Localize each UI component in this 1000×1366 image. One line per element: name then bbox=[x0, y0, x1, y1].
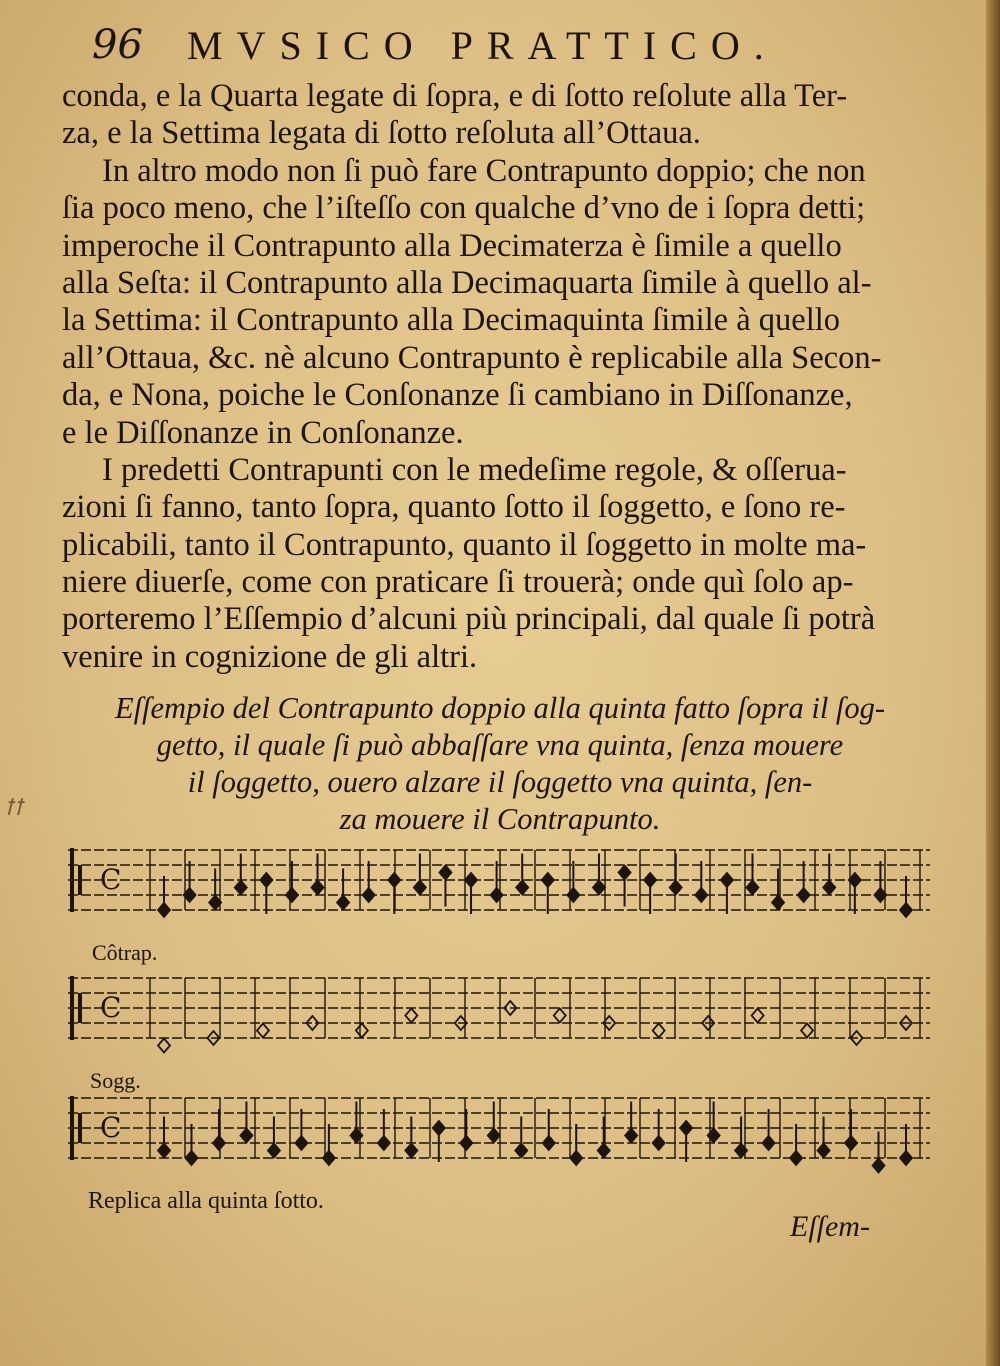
note-head bbox=[543, 1136, 555, 1150]
note-head bbox=[213, 1136, 225, 1150]
note-head bbox=[801, 1024, 813, 1038]
note-head bbox=[695, 888, 707, 902]
note-head bbox=[260, 873, 272, 887]
note-head bbox=[378, 1136, 390, 1150]
label-replica: Replica alla quinta ſotto. bbox=[88, 1188, 324, 1214]
note-head bbox=[542, 873, 554, 887]
staff-notation bbox=[60, 1088, 940, 1188]
text-line: conda, e la Quarta legate di ſopra, e di ſotto reſolute alla Ter- bbox=[62, 78, 848, 114]
clef-mark bbox=[70, 1096, 74, 1160]
text-line: all’Ottaua, &c. nè alcuno Contrapunto è replicabile alla Secon- bbox=[62, 339, 882, 376]
note-head bbox=[240, 1129, 252, 1143]
note-head bbox=[257, 1024, 269, 1038]
clef-mark bbox=[78, 993, 82, 1023]
caption-line: za mouere il Contrapunto. bbox=[339, 802, 661, 836]
note-head bbox=[593, 881, 605, 895]
staff-contrapunto bbox=[60, 840, 940, 940]
note-head bbox=[900, 1151, 912, 1165]
clef-mark bbox=[78, 865, 82, 895]
text-line: niere diuerſe, come con praticare ſi trouerà; onde quì ſolo ap- bbox=[62, 564, 854, 601]
staff-notation bbox=[60, 840, 940, 940]
note-head bbox=[900, 903, 912, 917]
catchword: Eſſem- bbox=[790, 1210, 870, 1243]
note-head bbox=[823, 881, 835, 895]
note-head bbox=[772, 896, 784, 910]
note-head bbox=[158, 1144, 170, 1158]
note-head bbox=[295, 1136, 307, 1150]
note-head bbox=[653, 1024, 665, 1038]
text-line: la Settima: il Contrapunto alla Decimaquinta ſimile à quello bbox=[62, 302, 841, 339]
text-line: venire in cognizione de gli altri. bbox=[62, 638, 478, 675]
text-line: alla Seſta: il Contrapunto alla Decimaquarta ſimile à quello al- bbox=[62, 264, 872, 301]
note-head bbox=[746, 881, 758, 895]
text-line: plicabili, tanto il Contrapunto, quanto il ſoggetto in molte ma- bbox=[62, 526, 867, 563]
text-line: In altro modo non ſi può fare Contrapunto doppio; che non bbox=[102, 152, 866, 189]
running-head: MVSICO PRATTICO. bbox=[187, 23, 778, 68]
note-head bbox=[286, 888, 298, 902]
note-head bbox=[763, 1136, 775, 1150]
note-head bbox=[570, 1151, 582, 1165]
caption-line: il ſoggetto, ouero alzare il ſoggetto vna quinta, ſen- bbox=[187, 765, 813, 799]
note-head bbox=[414, 881, 426, 895]
note-head bbox=[405, 1144, 417, 1158]
text-line: e le Diſſonanze in Conſonanze. bbox=[62, 414, 464, 451]
note-head bbox=[363, 888, 375, 902]
note-head bbox=[433, 1121, 445, 1135]
page-edge bbox=[986, 0, 1000, 1366]
note-head bbox=[598, 1144, 610, 1158]
clef-mark bbox=[78, 1113, 82, 1143]
time-signature: C bbox=[100, 1111, 122, 1144]
note-head bbox=[356, 1024, 368, 1038]
note-head bbox=[790, 1151, 802, 1165]
note-head bbox=[388, 873, 400, 887]
note-head bbox=[465, 873, 477, 887]
margin-mark: ꝉꝉ bbox=[4, 795, 23, 820]
note-head bbox=[653, 1136, 665, 1150]
note-head bbox=[439, 866, 451, 880]
staff-soggetto bbox=[60, 968, 940, 1068]
note-head bbox=[619, 866, 631, 880]
text-line: porteremo l’Eſſempio d’alcuni più principali, dal quale ſi potrà bbox=[62, 601, 876, 638]
note-head bbox=[158, 1039, 170, 1053]
clef-mark bbox=[70, 976, 74, 1040]
note-head bbox=[312, 881, 324, 895]
note-head bbox=[516, 881, 528, 895]
note-head bbox=[554, 1009, 566, 1023]
note-head bbox=[752, 1009, 764, 1023]
note-head bbox=[680, 1121, 692, 1135]
note-head bbox=[235, 881, 247, 895]
note-head bbox=[798, 888, 810, 902]
example-caption bbox=[60, 690, 940, 838]
note-head bbox=[818, 1144, 830, 1158]
note-head bbox=[491, 888, 503, 902]
note-head bbox=[158, 903, 170, 917]
time-signature: C bbox=[100, 863, 122, 896]
note-head bbox=[515, 1144, 527, 1158]
note-head bbox=[625, 1129, 637, 1143]
note-head bbox=[268, 1144, 280, 1158]
note-head bbox=[873, 1159, 885, 1173]
label-soggetto: Sogg. bbox=[90, 1068, 141, 1093]
text-line: zioni ſi fanno, tanto ſopra, quanto ſotto il ſoggetto, e ſono re- bbox=[62, 489, 846, 526]
note-head bbox=[670, 881, 682, 895]
label-contrapunto: Côtrap. bbox=[92, 940, 158, 965]
note-head bbox=[721, 873, 733, 887]
note-head bbox=[567, 888, 579, 902]
text-line: imperoche il Contrapunto alla Decimaterza è ſimile a quello bbox=[62, 227, 842, 264]
time-signature: C bbox=[100, 991, 122, 1024]
staff-notation bbox=[60, 968, 940, 1068]
note-head bbox=[337, 896, 349, 910]
note-head bbox=[405, 1009, 417, 1023]
note-head bbox=[845, 1136, 857, 1150]
note-head bbox=[460, 1136, 472, 1150]
caption-line: Eſſempio del Contrapunto doppio alla quinta fatto ſopra il ſog- bbox=[114, 691, 886, 725]
text-line: I predetti Contrapunti con le medeſime regole, & oſſerua- bbox=[102, 451, 847, 488]
text-line: ſia poco meno, che l’iſteſſo con qualche d’vno de i ſopra detti; bbox=[62, 190, 866, 227]
page-number: 96 bbox=[92, 22, 143, 68]
body-text bbox=[62, 78, 934, 676]
note-head bbox=[644, 873, 656, 887]
note-head bbox=[185, 1151, 197, 1165]
page-header bbox=[92, 22, 832, 72]
staff-replica bbox=[60, 1088, 940, 1188]
note-head bbox=[488, 1129, 500, 1143]
text-line: da, e Nona, poiche le Conſonanze ſi cambiano in Diſſonanze, bbox=[62, 377, 853, 414]
clef-mark bbox=[70, 848, 74, 912]
text-line: za, e la Settima legata di ſotto reſoluta all’Ottaua. bbox=[62, 115, 701, 152]
caption-line: getto, il quale ſi può abbaſſare vna quinta, ſenza mouere bbox=[156, 728, 844, 762]
